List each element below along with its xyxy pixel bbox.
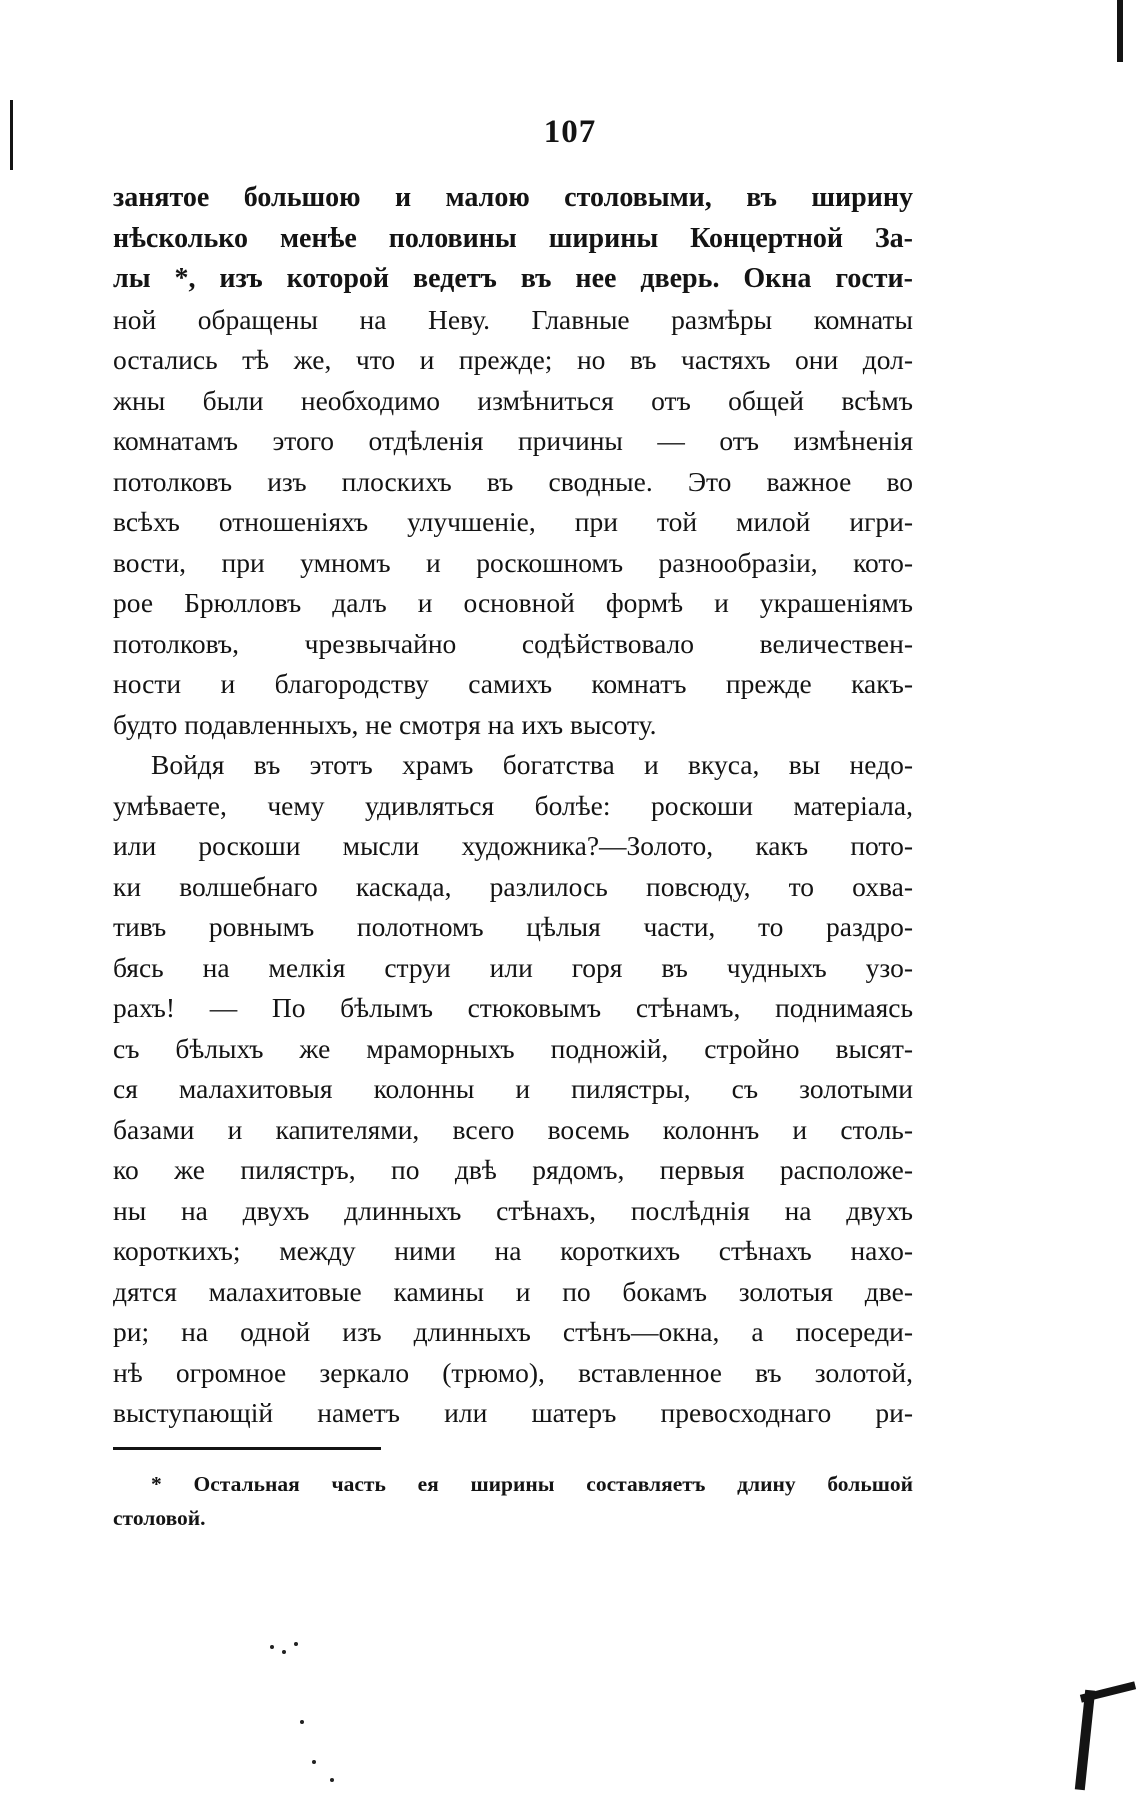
text-line: остались тѣ же, что и прежде; но въ частяхъ они дол-	[113, 344, 913, 375]
text-line: нѣ огромное зеркало (трюмо), вставленное въ золотой,	[113, 1356, 913, 1388]
text-line: ко же пилястръ, по двѣ рядомъ, первыя расположе-	[113, 1154, 913, 1185]
text-line: потолковъ, чрезвычайно содѣйствовало величествен-	[113, 627, 913, 659]
body-text	[113, 178, 913, 1434]
ink-speck	[330, 1778, 334, 1782]
text-line: вости, при умномъ и роскошномъ разнообразіи, кото-	[113, 546, 913, 578]
text-line: ри; на одной изъ длинныхъ стѣнъ—окна, а посереди-	[113, 1316, 913, 1347]
text-line: выступающій наметъ или шатеръ превосходнаго ри-	[113, 1397, 913, 1428]
text-line: комнатамъ этого отдѣленія причины — отъ измѣненія	[113, 425, 913, 456]
text-line: рое Брюлловъ далъ и основной формѣ и украшеніямъ	[113, 587, 913, 618]
ink-speck	[294, 1642, 298, 1646]
text-line-paragraph-end: будто подавленныхъ, не смотря на ихъ высоту.	[113, 708, 657, 740]
right-edge-mark	[1117, 0, 1123, 62]
footnote-line: столовой.	[113, 1506, 206, 1530]
text-line: ся малахитовыя колонны и пилястры, съ золотыми	[113, 1073, 913, 1104]
ink-speck	[282, 1650, 286, 1654]
ink-speck	[300, 1720, 304, 1724]
text-line-paragraph-start: Войдя въ этотъ храмъ богатства и вкуса, вы недо-	[151, 749, 913, 780]
text-line: короткихъ; между ними на короткихъ стѣнахъ нахо-	[113, 1235, 913, 1266]
footnote-rule	[113, 1447, 381, 1450]
text-line: рахъ! — По бѣлымъ стюковымъ стѣнамъ, поднимаясь	[113, 992, 913, 1023]
text-line: тивъ ровнымъ полотномъ цѣлыя части, то раздро-	[113, 911, 913, 942]
text-line: ности и благородству самихъ комнатъ прежде какъ-	[113, 668, 913, 699]
text-line: всѣхъ отношеніяхъ улучшеніе, при той милой игри-	[113, 506, 913, 537]
text-line: ны на двухъ длинныхъ стѣнахъ, послѣднія на двухъ	[113, 1194, 913, 1226]
footnote-line: * Остальная часть ея ширины составляетъ длину большой	[151, 1472, 913, 1496]
text-line: съ бѣлыхъ же мраморныхъ подножій, стройно высят-	[113, 1032, 913, 1064]
corner-fold-mark-top	[1080, 1681, 1136, 1702]
footnote	[113, 1467, 913, 1535]
text-line: или роскоши мысли художника?—Золото, какъ пото-	[113, 830, 913, 861]
page-number: 107	[543, 114, 597, 150]
text-line: нѣсколько менѣе половины ширины Концертной За-	[113, 222, 913, 254]
ink-speck	[312, 1760, 316, 1764]
text-line: занятое большою и малою столовыми, въ ширину	[113, 182, 913, 213]
text-line: лы *, изъ которой ведетъ въ нее дверь. Окна гости-	[113, 263, 913, 294]
text-line: умѣваете, чему удивляться болѣе: роскоши матеріала,	[113, 789, 913, 821]
text-line: потолковъ изъ плоскихъ въ сводные. Это важное во	[113, 465, 913, 497]
text-line: ки волшебнаго каскада, разлилось повсюду, то охва-	[113, 870, 913, 902]
corner-fold-mark	[1075, 1690, 1095, 1790]
ink-speck	[270, 1645, 274, 1649]
text-line: жны были необходимо измѣниться отъ общей всѣмъ	[113, 384, 913, 416]
text-line: базами и капителями, всего восемь колоннъ и столь-	[113, 1113, 913, 1145]
text-line: бясь на мелкія струи или горя въ чудныхъ узо-	[113, 951, 913, 983]
text-line: дятся малахитовые камины и по бокамъ золотыя две-	[113, 1275, 913, 1307]
text-line: ной обращены на Неву. Главные размѣры комнаты	[113, 303, 913, 335]
